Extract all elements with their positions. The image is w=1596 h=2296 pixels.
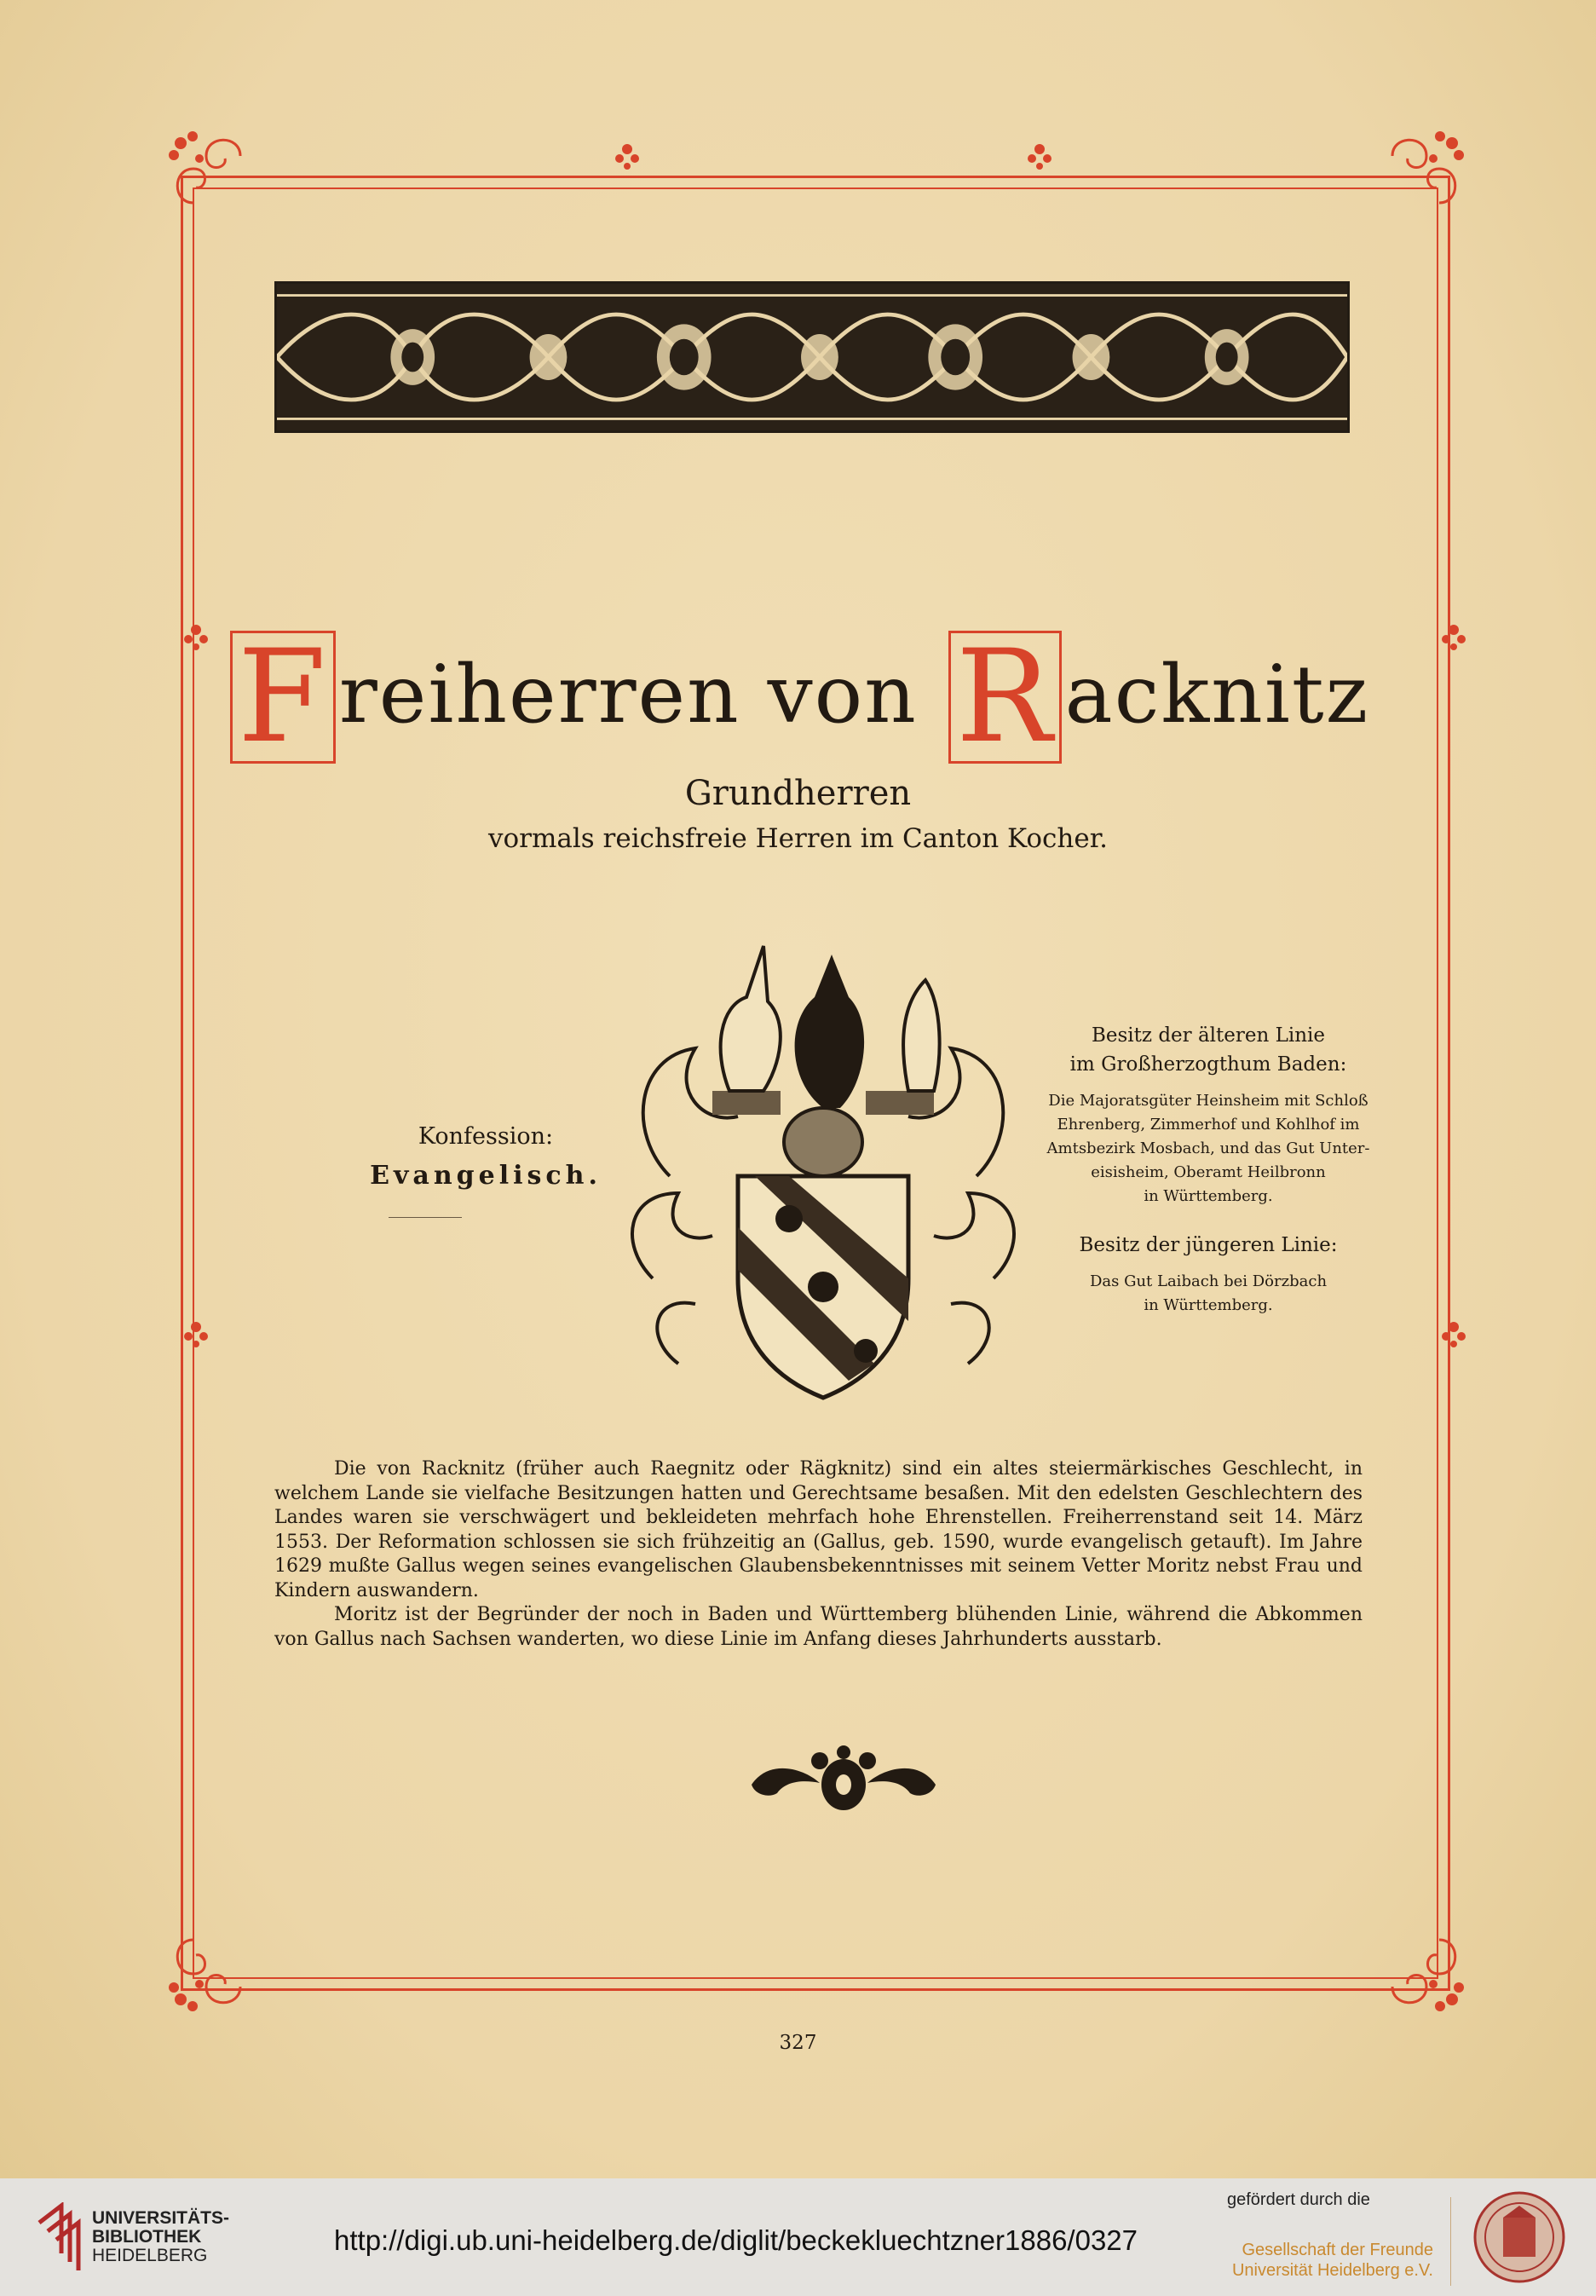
page-number: 327 [779, 2032, 817, 2054]
footer-bar [0, 2178, 1596, 2296]
younger-line-text [1038, 1270, 1379, 1318]
footer-divider [1450, 2197, 1451, 2286]
decorative-header-banner [274, 281, 1350, 433]
older-line-text-3: Amtsbezirk Mosbach, und das Gut Unter- [1046, 1139, 1370, 1157]
older-line-text-5: in Württemberg. [1144, 1187, 1273, 1205]
older-line-text-2: Ehrenberg, Zimmerhof und Kohlhof im [1057, 1116, 1360, 1134]
corner-ornament-top-right [1384, 118, 1478, 211]
subtitle: Grundherren [684, 774, 912, 813]
border-ornament-right-2 [1435, 1316, 1472, 1353]
younger-line-heading: Besitz der jüngeren Linie: [1079, 1234, 1338, 1256]
permalink-url[interactable]: http://digi.ub.uni-heidelberg.de/diglit/beckekluechtzner1886/0327 [334, 2224, 1138, 2256]
border-ornament-left-2 [177, 1316, 215, 1353]
older-line-heading-2: im Großherzogthum Baden: [1069, 1053, 1347, 1076]
older-line-heading-1: Besitz der älteren Linie [1091, 1024, 1326, 1047]
body-text [274, 1457, 1363, 1652]
title-part-2: acknitz [1064, 649, 1370, 741]
older-line-text [1038, 1089, 1379, 1209]
corner-ornament-bottom-right [1384, 1931, 1478, 2025]
konfession-value: Evangelisch. [370, 1161, 602, 1191]
sponsor-name-2: Universität Heidelberg e.V. [1231, 2261, 1433, 2280]
younger-line-text-1: Das Gut Laibach bei Dörzbach [1089, 1272, 1328, 1290]
library-name-3: HEIDELBERG [92, 2246, 208, 2265]
older-line-text-1: Die Majoratsgüter Heinsheim mit Schloß [1048, 1092, 1368, 1110]
title-initial-r: R [948, 631, 1062, 764]
sponsor-name-1: Gesellschaft der Freunde [1242, 2241, 1433, 2259]
university-seal-icon [1472, 2190, 1566, 2284]
coat-of-arms-illustration [619, 920, 1028, 1406]
tailpiece-ornament [743, 1742, 944, 1819]
title-part-1: reiherren von [338, 649, 918, 741]
library-name-1: UNIVERSITÄTS- [92, 2208, 230, 2228]
sponsor-name [1227, 2240, 1433, 2281]
ub-heidelberg-logo-icon [36, 2202, 85, 2272]
corner-ornament-bottom-left [155, 1931, 249, 2025]
border-ornament-top-1 [608, 138, 646, 176]
konfession-label: Konfession: [418, 1123, 554, 1150]
older-line-heading [1038, 1021, 1379, 1079]
title-initial-f: F [230, 631, 336, 764]
library-name-2: BIBLIOTHEK [92, 2227, 202, 2247]
subtitle-line: vormals reichsfreie Herren im Canton Kocher. [487, 823, 1108, 854]
page-title [0, 623, 1596, 771]
border-ornament-top-2 [1021, 138, 1058, 176]
body-paragraph-2: Moritz ist der Begründer der noch in Baden und Württemberg blühenden Linie, während die Abkommen von Gallus nach Sachsen wanderten, wo diese Linie im Anfang dieses Jahrhunderts ausstarb. [274, 1604, 1363, 1650]
konfession-divider [389, 1217, 462, 1218]
body-paragraph-1: Die von Racknitz (früher auch Raegnitz oder Rägknitz) sind ein altes steiermärkisches Geschlecht, in welchem Lande sie vielfache Besitzungen hatten und Gerechtsame besaßen. Mit den edelsten Geschlechtern des Landes waren sie verschwägert und bekleideten mehrfach hohe Ehrenstellen. Freiherrenstand seit 14. März 1553. Der Reformation schlossen sie sich frühzeitig an (Gallus, geb. 1590, wurde evangelisch getauft). Im Jahre 1629 mußte Gallus wegen seines evangelischen Glaubensbekenntnisses mit seinem Vetter Moritz nebst Frau und Kindern auswandern. [274, 1458, 1363, 1601]
older-line-text-4: eisisheim, Oberamt Heilbronn [1091, 1163, 1326, 1181]
library-name [92, 2209, 229, 2265]
younger-line-text-2: in Württemberg. [1144, 1296, 1273, 1314]
sponsor-label: gefördert durch die [1227, 2190, 1370, 2209]
corner-ornament-top-left [155, 118, 249, 211]
